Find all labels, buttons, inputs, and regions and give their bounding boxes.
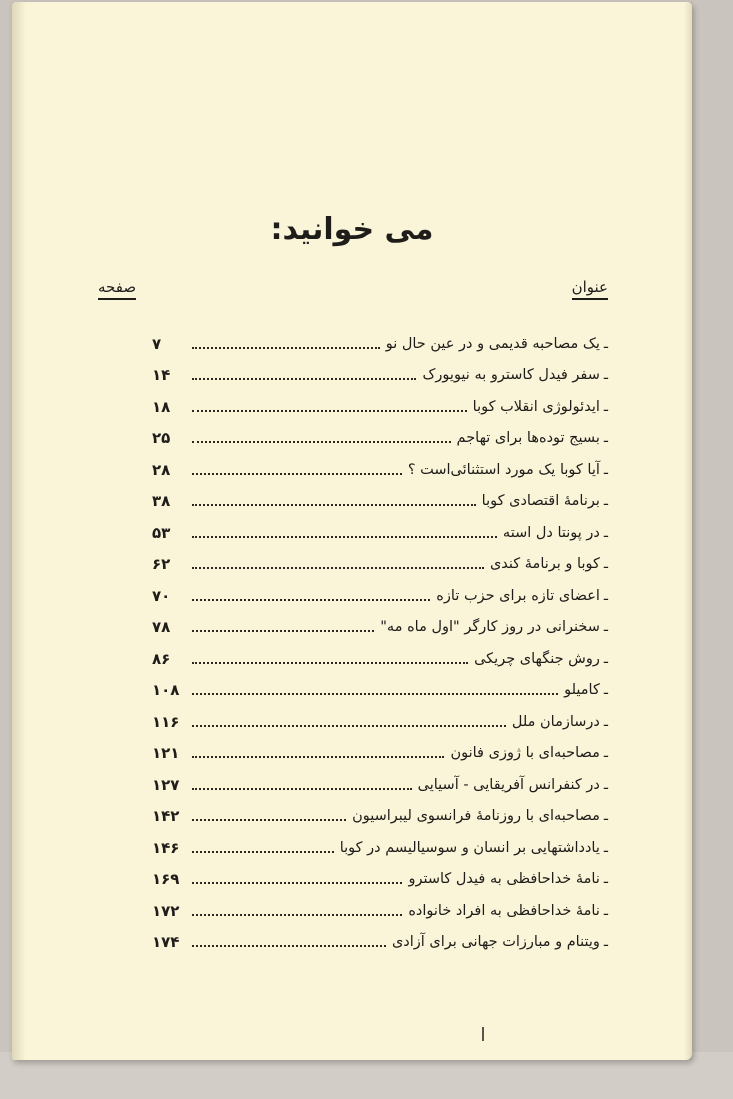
toc-header [98,278,608,302]
toc-entry-page: ۱۰۸ [152,681,180,700]
leader-dots [192,914,402,916]
book-page [12,2,692,1060]
toc-row [152,454,608,486]
toc-entry-title: روش جنگهای چریکی [474,650,600,667]
toc-entry-title: یک مصاحبه قدیمی و در عین حال نو [385,335,600,352]
toc-row [152,643,608,675]
toc-entry-page: ۲۵ [152,429,171,448]
leader-dots [192,441,451,443]
toc-entry-page: ۷۸ [152,618,171,637]
leader-dots [192,945,386,947]
entry-dash: ـ [603,430,608,447]
entry-dash: ـ [603,524,608,541]
toc-entry-page: ۱۴۶ [152,838,180,857]
leader-dots [192,662,468,664]
leader-dots [192,504,476,506]
toc-row [152,612,608,644]
toc-row [152,486,608,518]
page-title: می خوانید: [270,212,434,247]
leader-dots [192,725,506,727]
leader-dots [192,378,416,380]
leader-dots [192,756,444,758]
toc-entry-title: درسازمان ملل [511,713,600,730]
leader-dots [192,536,497,538]
toc-row [152,675,608,707]
toc-entry-title: ایدئولوژی انقلاب کوبا [472,398,600,415]
toc-row [152,927,608,959]
leader-dots [192,599,430,601]
leader-dots [192,410,467,412]
entry-dash: ـ [603,398,608,415]
leader-dots [192,819,346,821]
page-spine-shadow [12,2,26,1060]
toc-header-page: صفحه [98,278,136,300]
leader-dots [192,567,484,569]
toc-entry-page: ۳۸ [152,492,171,511]
toc-entry-title: در کنفرانس آفریقایی - آسیایی [417,776,600,793]
page-edge-shadow [684,2,692,1060]
toc-entry-title: کوبا و برنامهٔ کندی [489,556,600,573]
leader-dots [192,347,380,349]
leader-dots [192,851,334,853]
toc-entry-page: ۶۲ [152,555,171,574]
leader-dots [192,882,402,884]
table-of-contents [152,328,608,958]
entry-dash: ـ [603,839,608,856]
entry-dash: ـ [603,461,608,478]
toc-entry-page: ۱۴ [152,366,171,385]
toc-entry-page: ۱۶۹ [152,870,180,889]
toc-row [152,423,608,455]
entry-dash: ـ [603,902,608,919]
entry-dash: ـ [603,556,608,573]
entry-dash: ـ [603,871,608,888]
toc-entry-page: ۱۷۴ [152,933,180,952]
entry-dash: ـ [603,650,608,667]
toc-header-title: عنوان [572,278,608,300]
toc-entry-title: برنامهٔ اقتصادی کوبا [481,493,600,510]
toc-entry-title: ویتنام و مبارزات جهانی برای آزادی [391,934,600,951]
entry-dash: ـ [603,713,608,730]
toc-entry-page: ۷ [152,334,162,353]
toc-entry-page: ۷۰ [152,586,171,605]
print-mark [482,1027,484,1041]
toc-entry-title: سخنرانی در روز کارگر "اول ماه مه" [380,619,600,636]
entry-dash: ـ [603,682,608,699]
entry-dash: ـ [603,493,608,510]
toc-row [152,895,608,927]
toc-row [152,391,608,423]
toc-entry-page: ۱۴۲ [152,807,180,826]
toc-row [152,360,608,392]
toc-entry-page: ۵۳ [152,523,171,542]
toc-entry-title: نامهٔ خداحافظی به افراد خانواده [408,902,600,919]
toc-entry-page: ۱۲۱ [152,744,180,763]
toc-entry-title: سفر فیدل کاسترو به نیویورک [422,367,600,384]
entry-dash: ـ [603,808,608,825]
toc-entry-title: نامهٔ خداحافظی به فیدل کاسترو [408,871,600,888]
entry-dash: ـ [603,745,608,762]
toc-entry-page: ۲۸ [152,460,171,479]
toc-entry-title: مصاحبه‌ای با ژوزی فانون [450,745,600,762]
toc-entry-title: کامیلو [564,682,600,699]
toc-entry-title: اعضای تازه برای حزب تازه [436,587,600,604]
toc-row [152,801,608,833]
toc-row [152,328,608,360]
entry-dash: ـ [603,934,608,951]
leader-dots [192,473,402,475]
toc-entry-title: بسیج توده‌ها برای تهاجم [456,430,600,447]
leader-dots [192,788,412,790]
entry-dash: ـ [603,776,608,793]
toc-entry-page: ۱۸ [152,397,171,416]
toc-entry-title: مصاحبه‌ای با روزنامهٔ فرانسوی لیبراسیون [352,808,600,825]
toc-row [152,549,608,581]
entry-dash: ـ [603,619,608,636]
toc-entry-title: آیا کوبا یک مورد استثنائی‌است ؟ [407,461,600,478]
entry-dash: ـ [603,587,608,604]
leader-dots [192,693,558,695]
toc-row [152,580,608,612]
toc-row [152,706,608,738]
toc-entry-page: ۱۲۷ [152,775,180,794]
toc-row [152,832,608,864]
leader-dots [192,630,374,632]
toc-entry-page: ۱۷۲ [152,901,180,920]
toc-entry-page: ۱۱۶ [152,712,180,731]
toc-row [152,738,608,770]
entry-dash: ـ [603,367,608,384]
toc-row [152,864,608,896]
entry-dash: ـ [603,335,608,352]
toc-row [152,769,608,801]
toc-entry-page: ۸۶ [152,649,171,668]
toc-entry-title: در پونتا دل استه [502,524,600,541]
toc-row [152,517,608,549]
toc-entry-title: یادداشتهایی بر انسان و سوسیالیسم در کوبا [339,839,600,856]
